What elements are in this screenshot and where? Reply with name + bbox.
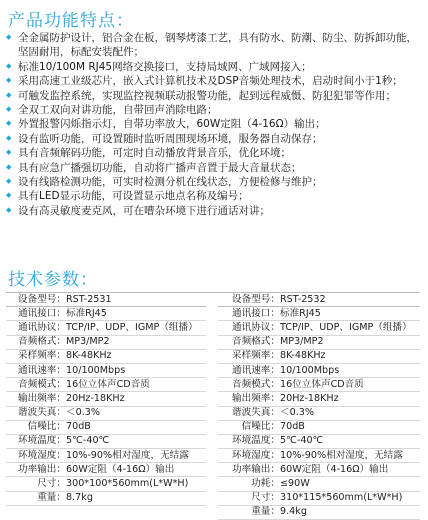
spec-label-right: 信噪比： [218, 420, 280, 434]
spec-row [6, 420, 420, 434]
spec-value-left: 10%-90%相对湿度，无结露 [66, 449, 206, 463]
feature-text: 外置报警闪烁指示灯，自带功率放大，60W定阻（4-16Ω）输出； [18, 118, 326, 131]
spec-value-left: 5℃-40℃ [66, 434, 206, 448]
feature-text: 具有音频解码功能，可定时自动播放背景音乐，优化环境； [18, 147, 291, 160]
spec-label-left: 功率输出： [6, 463, 66, 477]
spec-label-right: 通讯速率： [218, 363, 280, 377]
spec-label-right: 通讯接口： [218, 307, 280, 321]
spec-value-right: 16位立体声CD音质 [280, 378, 420, 392]
spec-value-left [66, 505, 206, 519]
spec-label-right: 谐波失真： [218, 406, 280, 420]
spec-value-left: ＜0.3% [66, 406, 206, 420]
feature-item [6, 161, 424, 175]
bullet-diamond-icon: ◆ [6, 33, 12, 41]
features-heading: 产品功能特点： [8, 11, 134, 31]
spec-label-left: 通讯协议： [6, 321, 66, 335]
spec-value-right: 20Hz-18KHz [280, 392, 420, 406]
feature-item [6, 204, 424, 218]
spec-gap [206, 477, 218, 491]
spec-label-right: 输出频率： [218, 392, 280, 406]
spec-value-right: 310*115*560mm(L*W*H) [280, 491, 420, 505]
spec-label-left: 环境温度： [6, 434, 66, 448]
bullet-diamond-icon: ◆ [6, 76, 12, 85]
spec-gap [206, 378, 218, 392]
spec-value-right: 5℃-40℃ [280, 434, 420, 448]
spec-label-left: 通讯速率： [6, 363, 66, 377]
specs-heading: 技术参数： [8, 270, 98, 290]
spec-row [6, 363, 420, 377]
spec-value-left: 300*100*560mm(L*W*H) [66, 477, 206, 491]
spec-gap [206, 321, 218, 335]
feature-text: 设有线路检测功能，可实时检测分机在线状态，方便检修与维护； [18, 176, 323, 189]
bullet-diamond-icon: ◆ [6, 105, 12, 114]
spec-label-left: 重量： [6, 491, 66, 505]
bullet-diamond-icon: ◆ [6, 119, 12, 128]
spec-row [6, 449, 420, 463]
feature-text: 设有高灵敏度麦克风，可在嘈杂环境下进行通话对讲； [18, 204, 270, 217]
spec-label-right: 采样频率： [218, 349, 280, 363]
feature-item [6, 175, 424, 189]
feature-item [6, 117, 424, 131]
spec-label-right: 重量： [218, 505, 280, 519]
spec-label-left: 信噪比： [6, 420, 66, 434]
spec-label-left: 环境湿度： [6, 449, 66, 463]
feature-text: 设有监听功能，可设置随时监听周围现场环境，服务器自动保存； [18, 132, 323, 145]
feature-text: 可触发监控系统，实现监控视频联动报警功能，起到远程威慑、防犯犯罪等作用； [18, 89, 396, 102]
spec-value-right: 9.4kg [280, 505, 420, 519]
feature-text: 具有应急广播强切功能，自动将广播声音置于最大音量状态； [18, 161, 302, 174]
spec-label-right: 尺寸： [218, 491, 280, 505]
spec-gap [206, 505, 218, 519]
spec-row [6, 321, 420, 335]
feature-text: 具有LED显示功能，可设置显示地点名称及编号； [18, 190, 249, 203]
spec-value-left: 16位立体声CD音质 [66, 378, 206, 392]
spec-label-right: 音频模式： [218, 378, 280, 392]
feature-text: 采用高速工业级芯片，嵌入式计算机技术及DSP音频处理技术，启动时间小于1秒； [18, 75, 403, 88]
spec-value-left: 8.7kg [66, 491, 206, 505]
spec-label-right: 功耗： [218, 477, 280, 491]
spec-gap [206, 293, 218, 307]
feature-item [6, 89, 424, 103]
feature-item [6, 146, 424, 160]
spec-label-left: 谐波失真： [6, 406, 66, 420]
spec-gap [206, 349, 218, 363]
spec-value-right: 70dB [280, 420, 420, 434]
spec-row [6, 392, 420, 406]
feature-item [6, 31, 424, 60]
spec-row [6, 505, 420, 519]
bullet-diamond-icon: ◆ [6, 177, 12, 186]
feature-text: 全金属防护设计，铝合金在板，钢琴烤漆工艺，具有防水、防潮、防尘、防拆卸功能，坚固耐用，标配安装配件； [18, 32, 417, 59]
feature-item [6, 74, 424, 88]
spec-gap [206, 307, 218, 321]
feature-item [6, 189, 424, 203]
spec-label-right: 环境温度： [218, 434, 280, 448]
spec-label-left: 设备型号： [6, 293, 66, 307]
spec-gap [206, 449, 218, 463]
spec-gap [206, 434, 218, 448]
spec-gap [206, 335, 218, 349]
spec-value-right: 8K-48KHz [280, 349, 420, 363]
bullet-diamond-icon: ◆ [6, 205, 12, 214]
feature-text: 全双工双向对讲功能，自带回声消除电路； [18, 104, 218, 117]
spec-gap [206, 406, 218, 420]
spec-row [6, 335, 420, 349]
spec-value-right: 60W定阻（4-16Ω）输出 [280, 463, 420, 477]
spec-row [6, 477, 420, 491]
bullet-diamond-icon: ◆ [6, 133, 12, 142]
feature-item [6, 132, 424, 146]
spec-row [6, 406, 420, 420]
spec-gap [206, 463, 218, 477]
spec-row [6, 293, 420, 307]
spec-gap [206, 363, 218, 377]
spec-label-right: 通讯协议： [218, 321, 280, 335]
feature-text: 标准10/100M RJ45网络交换接口，支持局域网、广域网接入； [18, 60, 312, 73]
spec-value-left: RST-2531 [66, 293, 206, 307]
spec-row [6, 307, 420, 321]
spec-row [6, 434, 420, 448]
spec-label-right: 环境湿度： [218, 449, 280, 463]
spec-value-left: 60W定阻（4-16Ω）输出 [66, 463, 206, 477]
bullet-diamond-icon: ◆ [6, 162, 12, 171]
feature-item [6, 60, 424, 74]
spec-value-left: 8K-48KHz [66, 349, 206, 363]
spec-table [6, 292, 420, 520]
spec-value-left: 20Hz-18KHz [66, 392, 206, 406]
spec-value-right: TCP/IP、UDP、IGMP（组播） [280, 321, 420, 335]
spec-row [6, 349, 420, 363]
spec-value-left: 10/100Mbps [66, 363, 206, 377]
spec-value-right: ＜0.3% [280, 406, 420, 420]
spec-value-right: 10/100Mbps [280, 363, 420, 377]
spec-gap [206, 420, 218, 434]
spec-row [6, 463, 420, 477]
spec-label-left: 尺寸： [6, 477, 66, 491]
spec-label-left: 采样频率： [6, 349, 66, 363]
feature-item [6, 103, 424, 117]
spec-label-left: 输出频率： [6, 392, 66, 406]
spec-label-right: 设备型号： [218, 293, 280, 307]
spec-value-left: 标准RJ45 [66, 307, 206, 321]
spec-label-left: 音频模式： [6, 378, 66, 392]
spec-value-right: MP3/MP2 [280, 335, 420, 349]
bullet-diamond-icon: ◆ [6, 90, 12, 99]
spec-label-left: 音频格式： [6, 335, 66, 349]
spec-value-right: 10%-90%相对湿度，无结露 [280, 449, 420, 463]
spec-value-right: RST-2532 [280, 293, 420, 307]
spec-gap [206, 491, 218, 505]
spec-value-left: TCP/IP、UDP、IGMP（组播） [66, 321, 206, 335]
spec-value-left: 70dB [66, 420, 206, 434]
spec-label-left [6, 505, 66, 519]
spec-value-left: MP3/MP2 [66, 335, 206, 349]
spec-label-right: 音频格式： [218, 335, 280, 349]
bullet-diamond-icon: ◆ [6, 61, 12, 70]
bullet-diamond-icon: ◆ [6, 148, 12, 157]
bullet-diamond-icon: ◆ [6, 191, 12, 200]
spec-value-right: 标准RJ45 [280, 307, 420, 321]
spec-gap [206, 392, 218, 406]
spec-value-right: ≤90W [280, 477, 420, 491]
features-list [6, 31, 424, 218]
spec-row [6, 491, 420, 505]
spec-label-left: 通讯接口： [6, 307, 66, 321]
spec-row [6, 378, 420, 392]
spec-label-right: 功率输出： [218, 463, 280, 477]
